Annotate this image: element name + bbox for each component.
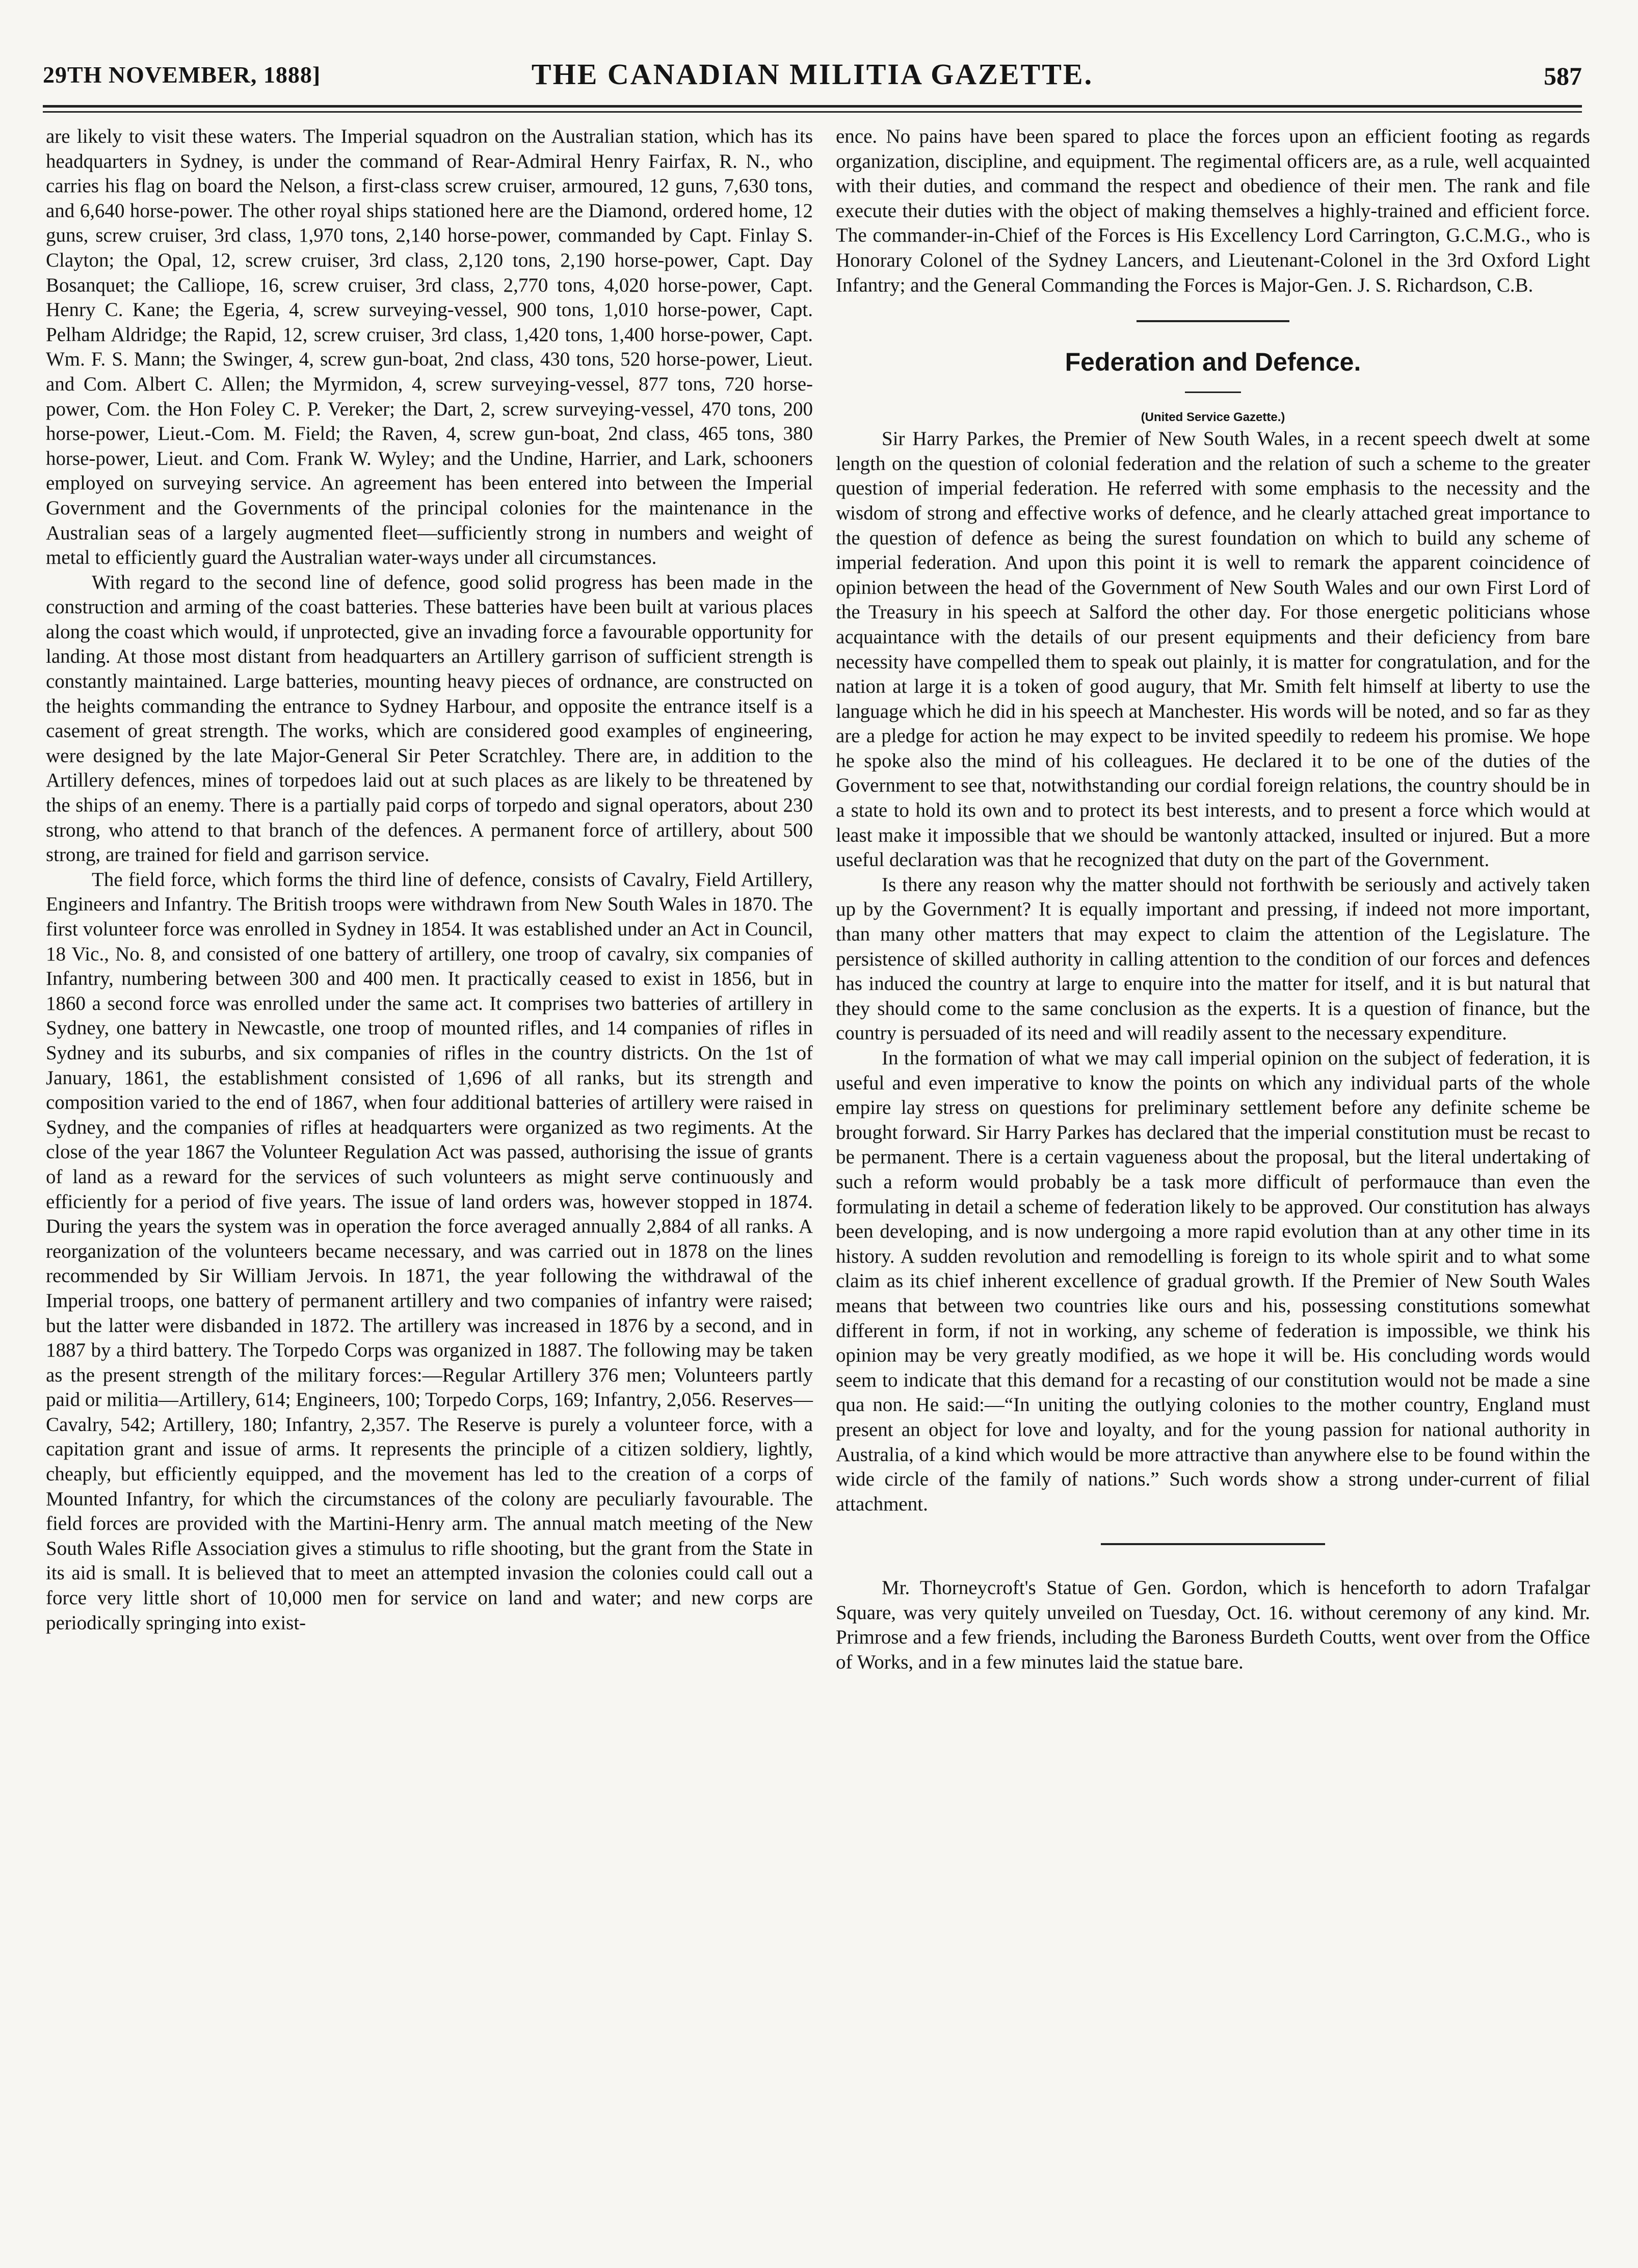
article-paragraph: Is there any reason why the matter should not forthwith be seriously and actively taken up by the Government? It is equally important and pressing, if indeed not more important, than many other matters that may expect to claim the attention of the Legislature. The persistence of skilled authority in calling attention to the condition of our forces and defences has induced the country at large to enquire into the matter for itself, and it is but natural that they should come to the same conclusion as the experts. It is a question of finance, but the country is persuaded of its need and will readily assent to the necessary expenditure. (836, 873, 1590, 1045)
note-divider (1101, 1543, 1325, 1545)
header-rule-thick (43, 105, 1582, 108)
title-divider (1185, 392, 1241, 393)
header-rule-thin (43, 111, 1582, 113)
article-paragraph: Sir Harry Parkes, the Premier of New South Wales, in a recent speech dwelt at some length on the question of colonial federation and the relation of such a scheme to the greater question of imperial federation. He referred with some emphasis to the necessity and the wisdom of strong and effective works of defence, and he clearly attached great importance to the question of defence as being the surest foundation on which to build any scheme of imperial federation. And upon this point it is well to remark the apparent coincidence of opinion between the head of the Government of New South Wales and our own First Lord of the Treasury in his speech at Salford the other day. For those energetic politicians whose acquaintance with the details of our present equipments and their deficiency from bare necessity have compelled them to speak out plainly, it is matter for congratulation, and for the nation at large it is a token of good augury, that Mr. Smith felt himself at liberty to use the language which he did in his speech at Manchester. His words will be noted, and so far as they are a pledge for action he may expect to be invited speedily to redeem his promise. We hope he spoke also the mind of his colleagues. He declared it to be one of the duties of the Government to see that, notwithstanding our cordial foreign relations, the country should be in a state to hold its own and to protect its best interests, and to present a force which would at least make it impossible that we should be wantonly attacked, insulted or injured. But a more useful declaration was that he recognized that duty on the part of the Government. (836, 428, 1590, 871)
left-column (46, 124, 813, 1635)
publication-title: THE CANADIAN MILITIA GAZETTE. (531, 58, 1094, 91)
gordon-statue-note: Mr. Thorneycroft's Statue of Gen. Gordon, which is henceforth to adorn Trafalgar Square, was very quitely unveiled on Tuesday, Oct. 16. without ceremony of any kind. Mr. Primrose and a few friends, including the Baroness Burdeth Coutts, went over from the Office of Works, and in a few minutes laid the statue bare. (836, 1577, 1590, 1674)
page-header (43, 57, 1582, 98)
second-line-defence-paragraph: With regard to the second line of defence, good solid progress has been made in the construction and arming of the coast batteries. These batteries have been built at various places along the coast which would, if unprotected, give an invading force a favourable opportunity for landing. At those most distant from headquarters an Artillery garrison of sufficient strength is constantly maintained. Large batteries, mounting heavy pieces of ordnance, are constructed on the heights commanding the entrance to Sydney Harbour, and opposite the entrance itself is a casement of great strength. The works, which are considered good examples of engineering, were designed by the late Major-General Sir Peter Scratchley. There are, in addition to the Artillery defences, mines of torpedoes laid out at such places as are likely to be threatened by the ships of an enemy. There is a partially paid corps of torpedo and signal operators, about 230 strong, who attend to that branch of the defences. A permanent force of artillery, about 500 strong, are trained for field and garrison service. (46, 571, 813, 866)
squadron-paragraph: are likely to visit these waters. The Imperial squadron on the Australian station, which has its headquarters in Sydney, is under the command of Rear-Admiral Henry Fairfax, R. N., who carries his flag on board the Nelson, a first-class screw cruiser, armoured, 12 guns, 7,630 tons, and 6,640 horse-power. The other royal ships stationed here are the Diamond, ordered home, 12 guns, screw cruiser, 3rd class, 1,970 tons, 2,140 horse-power, commanded by Capt. Finlay S. Clayton; the Opal, 12, screw cruiser, 3rd class, 2,120 tons, 2,190 horse-power, Capt. Day Bosanquet; the Calliope, 16, screw cruiser, 3rd class, 2,770 tons, 4,020 horse-power, Capt. Henry C. Kane; the Egeria, 4, screw surveying-vessel, 900 tons, 1,010 horse-power, Capt. Pelham Aldridge; the Rapid, 12, screw cruiser, 3rd class, 1,420 tons, 1,400 horse-power, Capt. Wm. F. S. Mann; the Swinger, 4, screw gun-boat, 2nd class, 430 tons, 520 horse-power, Lieut. and Com. Albert C. Allen; the Myrmidon, 4, screw surveying-vessel, 877 tons, 720 horse-power, Com. the Hon Foley C. P. Vereker; the Dart, 2, screw surveying-vessel, 470 tons, 200 horse-power, Lieut.-Com. M. Field; the Raven, 4, screw gun-boat, 2nd class, 465 tons, 380 horse-power, Lieut. and Com. Frank W. Wyley; and the Undine, Harrier, and Lark, schooners employed on surveying service. An agreement has been entered into between the Imperial Government and the Governments of the principal colonies for the maintenance in the Australian seas of a largely augmented fleet—sufficiently strong in numbers and weight of metal to efficiently guard the Australian water-ways under all circumstances. (46, 125, 813, 569)
section-divider (1137, 320, 1289, 322)
article-paragraph: In the formation of what we may call imperial opinion on the subject of federation, it is useful and even imperative to know the points on which any individual parts of the whole empire lay stress on questions for preliminary settlement before any definite scheme be brought forward. Sir Harry Parkes has declared that the imperial constitution must be recast to be permanent. There is a certain vagueness about the proposal, but the literal undertaking of such a reform would probably be a task more difficult of performauce than even the formulating in detail a scheme of federation likely to be approved. Our constitution has always been developing, and is now undergoing a more rapid evolution than at any other time in its history. A sudden revolution and remodelling is foreign to its whole spirit and to what some claim as its chief inherent excellence of gradual growth. If the Premier of New South Wales means that between two countries like ours and his, possessing constitutions somewhat different in form, if not in working, any scheme of federation is impossible, we think his opinion may be very greatly modified, as we hope it will be. His concluding words would seem to indicate that this demand for a recasting of our constitution would not be made a sine qua non. He said:—“In uniting the outlying colonies to the mother country, England must present an object for love and loyalty, and for the young passion for national authority in Australia, of a kind which would be more attractive than anywhere else to be found within the wide circle of the family of nations.” Such words show a strong under-current of filial attachment. (836, 1047, 1590, 1515)
field-force-paragraph: The field force, which forms the third line of defence, consists of Cavalry, Field Artillery, Engineers and Infantry. The British troops were withdrawn from New South Wales in 1870. The first volunteer force was enrolled in Sydney in 1854. It was established under an Act in Council, 18 Vic., No. 8, and consisted of one battery of artillery, one troop of cavalry, six companies of Infantry, numbering between 300 and 400 men. It practically ceased to exist in 1856, but in 1860 a second force was enrolled under the same act. It comprises two batteries of artillery in Sydney, one battery in Newcastle, one troop of mounted rifles, and 14 companies of rifles in Sydney and its suburbs, and six companies of rifles in the country districts. On the 1st of January, 1861, the establishment consisted of 1,696 of all ranks, but its strength and composition varied to the end of 1867, when four additional batteries of artillery were raised in Sydney, and the companies of rifles at headquarters were organized as two regiments. At the close of the year 1867 the Volunteer Regulation Act was passed, authorising the issue of grants of land as a reward for the services of such volunteers as might serve continuously and efficiently for a period of five years. The issue of land orders was, however stopped in 1874. During the years the system was in operation the force averaged annually 2,884 of all ranks. A reorganization of the volunteers became necessary, and was carried out in 1878 on the lines recommended by Sir William Jervois. In 1871, the year following the withdrawal of the Imperial troops, one battery of permanent artillery and two companies of infantry were raised; but the latter were disbanded in 1872. The artillery was increased in 1876 by a second, and in 1887 by a third battery. The Torpedo Corps was organized in 1887. The following may be taken as the present strength of the military forces:—Regular Artillery 376 men; Volunteers partly paid or militia—Artillery, 614; Engineers, 100; Torpedo Corps, 169; Infantry, 2,056. Reserves—Cavalry, 542; Artillery, 180; Infantry, 2,357. The Reserve is purely a volunteer force, with a capitation grant and issue of arms. It represents the principle of a citizen soldiery, lightly, cheaply, but efficiently equipped, and the movement has led to the creation of a corps of Mounted Infantry, for which the circumstances of the colony are peculiarly favourable. The field forces are provided with the Martini-Henry arm. The annual match meeting of the New South Wales Rifle Association gives a stimulus to rifle shooting, but the grant from the State in its aid is small. It is believed that to meet an attempted invasion the colonies could call out a force very little short of 10,000 men for service on land and water; and new corps are periodically springing into exist- (46, 868, 813, 1634)
right-column (836, 124, 1590, 1675)
continuation-paragraph: ence. No pains have been spared to place the forces upon an efficient footing as regards organization, discipline, and equipment. The regimental officers are, as a rule, well acquainted with their duties, and command the respect and obedience of their men. The rank and file execute their duties with the object of making themselves a highly-trained and efficient force. The commander-in-Chief of the Forces is His Excellency Lord Carrington, G.C.M.G., who is Honorary Colonel of the Sydney Lancers, and Lieutenant-Colonel in the 3rd Oxford Light Infantry; and the General Commanding the Forces is Major-Gen. J. S. Richardson, C.B. (836, 125, 1590, 296)
page-number: 587 (1544, 62, 1582, 90)
article-source: (United Service Gazette.) (1141, 410, 1285, 425)
issue-date: 29TH NOVEMBER, 1888] (43, 62, 321, 88)
article-title: Federation and Defence. (1065, 348, 1361, 377)
